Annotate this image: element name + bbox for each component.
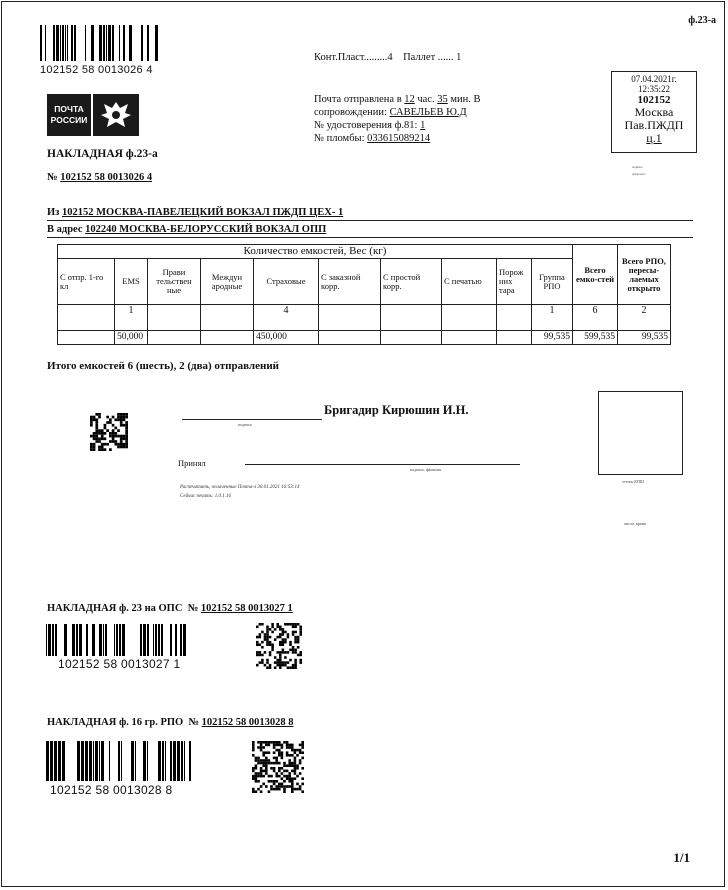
stamp-placeholder-box xyxy=(598,391,683,475)
weight-cell xyxy=(381,331,442,345)
accepted-sig-caption: подпись, фамилия xyxy=(410,467,441,472)
container-count: Конт.Пласт.........4 Паллет ...... 1 xyxy=(314,52,462,63)
document-title: НАКЛАДНАЯ ф.23-а xyxy=(47,148,158,160)
stamp-index: 102152 xyxy=(637,94,671,106)
ops-title: НАКЛАДНАЯ ф. 23 на ОПС № 102152 58 0013027 1 xyxy=(47,603,293,614)
stamp-sig-caption-2: дежурного xyxy=(632,172,646,176)
count-cell: 4 xyxy=(254,305,319,331)
stamp-sig-caption-1: подпись xyxy=(632,165,643,169)
weight-cell: 50,000 xyxy=(115,331,148,345)
stamp-city: Москва xyxy=(634,105,674,119)
count-total-cell: 6 xyxy=(573,305,618,331)
ops-barcode xyxy=(46,624,194,656)
ops-barcode-number: 102152 58 0013027 1 xyxy=(58,657,181,671)
form-code: ф.23-а xyxy=(688,15,716,26)
stamp-box-caption: оттиск КПШ xyxy=(622,479,644,484)
qr-code-signature xyxy=(90,413,128,453)
top-barcode xyxy=(40,25,158,61)
brigadier-sig-caption: подпись xyxy=(238,422,252,427)
capacity-table xyxy=(57,244,671,345)
date-caption: число, время xyxy=(624,521,646,526)
logo-text: ПОЧТА РОССИИ xyxy=(47,94,91,136)
date-stamp xyxy=(611,71,697,153)
printed-info-1: Распечатать, оплаченные Почта-л 30.01.2021 16:53:14 xyxy=(180,485,300,490)
count-cell xyxy=(148,305,201,331)
col-header: Страховые xyxy=(254,259,319,305)
stamp-date: 07.04.2021г. xyxy=(631,74,677,84)
col-header: Группа РПО xyxy=(532,259,573,305)
count-cell: 1 xyxy=(532,305,573,331)
stamp-time: 12:35:22 xyxy=(637,84,670,94)
weight-rpo-cell: 99,535 xyxy=(618,331,671,345)
col-header: С заказной корр. xyxy=(319,259,381,305)
col-header: Порож них тара xyxy=(497,259,532,305)
count-cell xyxy=(497,305,532,331)
count-rpo-cell: 2 xyxy=(618,305,671,331)
stamp-unit: ц.1 xyxy=(646,131,662,145)
stamp-office: Пав.ПЖДП xyxy=(624,118,684,132)
weight-cell: 450,000 xyxy=(254,331,319,345)
weight-cell: 99,535 xyxy=(532,331,573,345)
col-header: С простой корр. xyxy=(381,259,442,305)
weight-cell xyxy=(319,331,381,345)
count-cell xyxy=(58,305,115,331)
dispatch-info: Почта отправлена в 12 час. 35 мин. В сопровождении: САВЕЛЬЕВ Ю.Д № удостоверения ф.81: 1 № пломбы: 033615089214 xyxy=(314,94,481,144)
col-header: EMS xyxy=(115,259,148,305)
summary-line: Итого емкостей 6 (шесть), 2 (два) отправлений xyxy=(47,360,279,372)
qr-code-f16 xyxy=(252,741,304,793)
col-header: Прави тельствен ные xyxy=(148,259,201,305)
count-cell xyxy=(381,305,442,331)
table-group-header: Количество емкостей, Вес (кг) xyxy=(58,245,573,259)
route-to: В адрес 102240 МОСКВА-БЕЛОРУССКИЙ ВОКЗАЛ ОПП xyxy=(47,224,327,235)
accepted-label: Принял xyxy=(178,458,206,468)
weight-total-cell: 599,535 xyxy=(573,331,618,345)
eagle-emblem-icon xyxy=(93,94,139,136)
weight-cell xyxy=(497,331,532,345)
qr-code-ops xyxy=(256,623,302,669)
count-cell: 1 xyxy=(115,305,148,331)
document-number: № 102152 58 0013026 4 xyxy=(47,172,153,183)
f16-barcode-number: 102152 58 0013028 8 xyxy=(50,783,173,797)
total-containers-header: Всего емко-стей xyxy=(573,245,618,305)
count-cell xyxy=(201,305,254,331)
col-header: С печатью xyxy=(442,259,497,305)
total-rpo-header: Всего РПО, пересы-лаемых открыто xyxy=(618,245,671,305)
col-header: С отпр. 1-го кл xyxy=(58,259,115,305)
col-header: Междун ародные xyxy=(201,259,254,305)
brigadier-name: Бригадир Кирюшин И.Н. xyxy=(324,403,469,417)
page-number: 1/1 xyxy=(673,850,690,865)
f16-barcode xyxy=(46,741,192,781)
weight-cell xyxy=(58,331,115,345)
count-cell xyxy=(442,305,497,331)
weight-cell xyxy=(201,331,254,345)
f16-title: НАКЛАДНАЯ ф. 16 гр. РПО № 102152 58 0013028 8 xyxy=(47,717,294,728)
printed-info-2: Сейчас печать: 1.0.1.16 xyxy=(180,494,232,499)
count-cell xyxy=(319,305,381,331)
weight-cell xyxy=(148,331,201,345)
weight-cell xyxy=(442,331,497,345)
route-from: Из 102152 МОСКВА-ПАВЕЛЕЦКИЙ ВОКЗАЛ ПЖДП ЦЕХ- 1 xyxy=(47,207,344,218)
top-barcode-number: 102152 58 0013026 4 xyxy=(40,64,153,76)
post-logo xyxy=(47,94,139,136)
